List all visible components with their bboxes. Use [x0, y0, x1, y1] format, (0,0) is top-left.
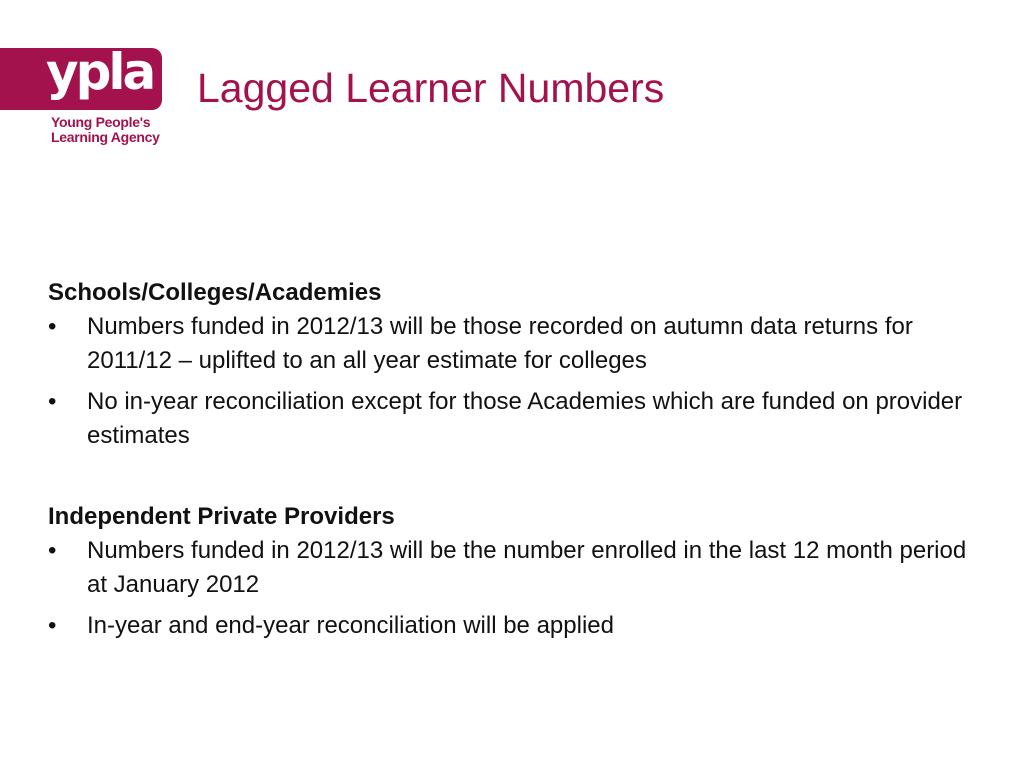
- bullet-text: No in-year reconciliation except for those Academies which are funded on provider estimates: [87, 388, 963, 449]
- logo-mark: ypla: [46, 43, 154, 101]
- bullet-text: Numbers funded in 2012/13 will be those recorded on autumn data returns for 2011/12 – uplifted to an all year estimate for colleges: [87, 313, 913, 374]
- list-item: [48, 310, 978, 378]
- logo-subtitle-line2: Learning Agency: [51, 129, 160, 145]
- logo-subtitle-line1: Young People's: [51, 114, 151, 130]
- slide-title: Lagged Learner Numbers: [197, 65, 665, 111]
- bullet-icon: •: [48, 612, 57, 639]
- section-spacer: [48, 460, 978, 500]
- section-heading-schools: Schools/Colleges/Academies: [48, 279, 382, 306]
- bullet-text: Numbers funded in 2012/13 will be the number enrolled in the last 12 month period at January 2012: [87, 537, 967, 598]
- slide-content: [48, 276, 978, 650]
- list-item: [48, 609, 978, 643]
- list-item: [48, 534, 978, 602]
- bullet-text: In-year and end-year reconciliation will be applied: [87, 612, 614, 639]
- bullet-icon: •: [48, 313, 57, 340]
- bullet-icon: •: [48, 388, 57, 415]
- bullet-list-independent: [48, 534, 978, 643]
- list-item: [48, 385, 978, 453]
- bullet-icon: •: [48, 537, 57, 564]
- section-heading-independent: Independent Private Providers: [48, 503, 395, 530]
- logo-subtitle: [51, 115, 160, 145]
- bullet-list-schools: [48, 310, 978, 453]
